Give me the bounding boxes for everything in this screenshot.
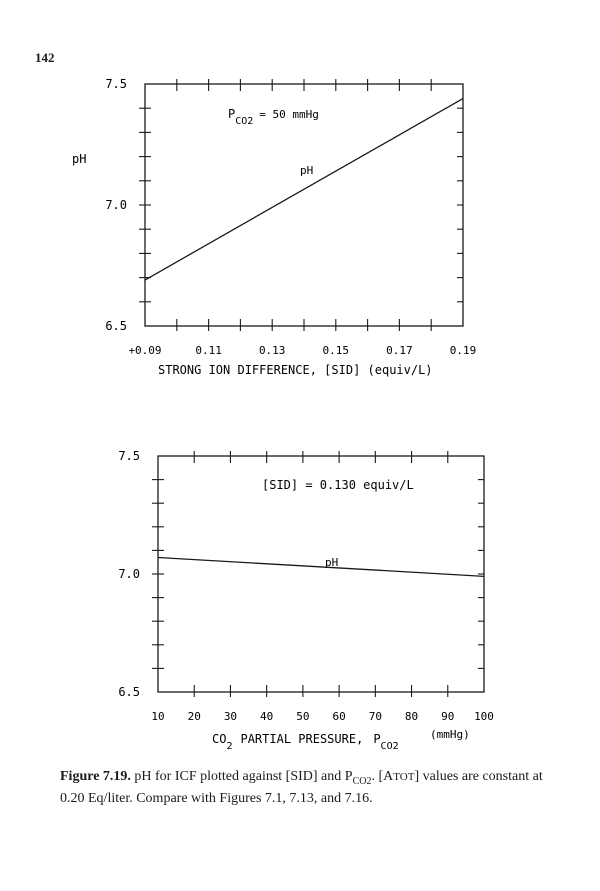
- xlabel-co: CO: [212, 732, 227, 746]
- series-label: pH: [300, 164, 314, 177]
- x-tick-label: 10: [151, 710, 165, 723]
- x-tick-label: 0.15: [322, 344, 350, 357]
- page-number: 142: [35, 50, 55, 65]
- x-tick-label: 30: [223, 710, 238, 723]
- x-tick-label: 0.19: [449, 344, 477, 357]
- xlabel-mid: PARTIAL PRESSURE,: [240, 732, 364, 746]
- xlabel-p-sub: CO2: [380, 741, 399, 752]
- xlabel-sub: 2: [226, 741, 233, 752]
- x-axis-label: STRONG ION DIFFERENCE, [SID] (equiv/L): [158, 363, 433, 377]
- caption-text: pH for ICF plotted against [SID] and P: [134, 769, 353, 784]
- chart-pco2: [118, 449, 494, 752]
- x-tick-label: 50: [296, 710, 310, 723]
- caption-sub2: TOT: [393, 771, 415, 783]
- caption-rest: . [A: [371, 769, 394, 784]
- x-tick-label: 20: [187, 710, 201, 723]
- x-tick-label: 0.13: [258, 344, 286, 357]
- x-tick-label: 0.17: [386, 344, 413, 357]
- series-line-ph: [158, 557, 484, 576]
- annotation: [SID] = 0.130 equiv/L: [262, 478, 414, 492]
- xlabel-p: P: [373, 732, 381, 746]
- x-tick-label: 60: [332, 710, 346, 723]
- caption-sub: CO2: [352, 775, 372, 787]
- annotation: [228, 107, 319, 127]
- x-axis-label: [212, 732, 399, 752]
- annotation-sub: CO2: [235, 116, 254, 127]
- y-tick-label: 7.0: [105, 198, 127, 212]
- figure-caption: [60, 768, 560, 807]
- series-line-ph: [145, 99, 463, 281]
- y-tick-label: 6.5: [118, 685, 140, 699]
- caption-rest2: ] values are constant at 0.20 Eq/liter. Compare with Figures 7.1, 7.13, and 7.16.: [60, 769, 543, 806]
- chart-svd: [72, 77, 476, 377]
- annotation-value: = 50 mmHg: [259, 108, 319, 121]
- x-tick-label: 90: [441, 710, 455, 723]
- x-tick-label: +0.09: [128, 344, 162, 357]
- x-tick-label: 40: [260, 710, 274, 723]
- annotation-p: P: [228, 107, 236, 121]
- y-tick-label: 7.5: [118, 449, 140, 463]
- y-tick-label: 7.5: [105, 77, 127, 91]
- series-label: pH: [325, 556, 339, 569]
- y-tick-label: 6.5: [105, 319, 127, 333]
- caption-lead: Figure 7.19.: [60, 769, 131, 784]
- x-tick-label: 0.11: [195, 344, 222, 357]
- y-tick-label: 7.0: [118, 567, 140, 581]
- y-axis-label: pH: [72, 152, 87, 166]
- x-tick-label: 100: [474, 710, 494, 723]
- x-tick-label: 80: [404, 710, 419, 723]
- x-axis-unit: (mmHg): [430, 728, 470, 741]
- x-tick-label: 70: [368, 710, 382, 723]
